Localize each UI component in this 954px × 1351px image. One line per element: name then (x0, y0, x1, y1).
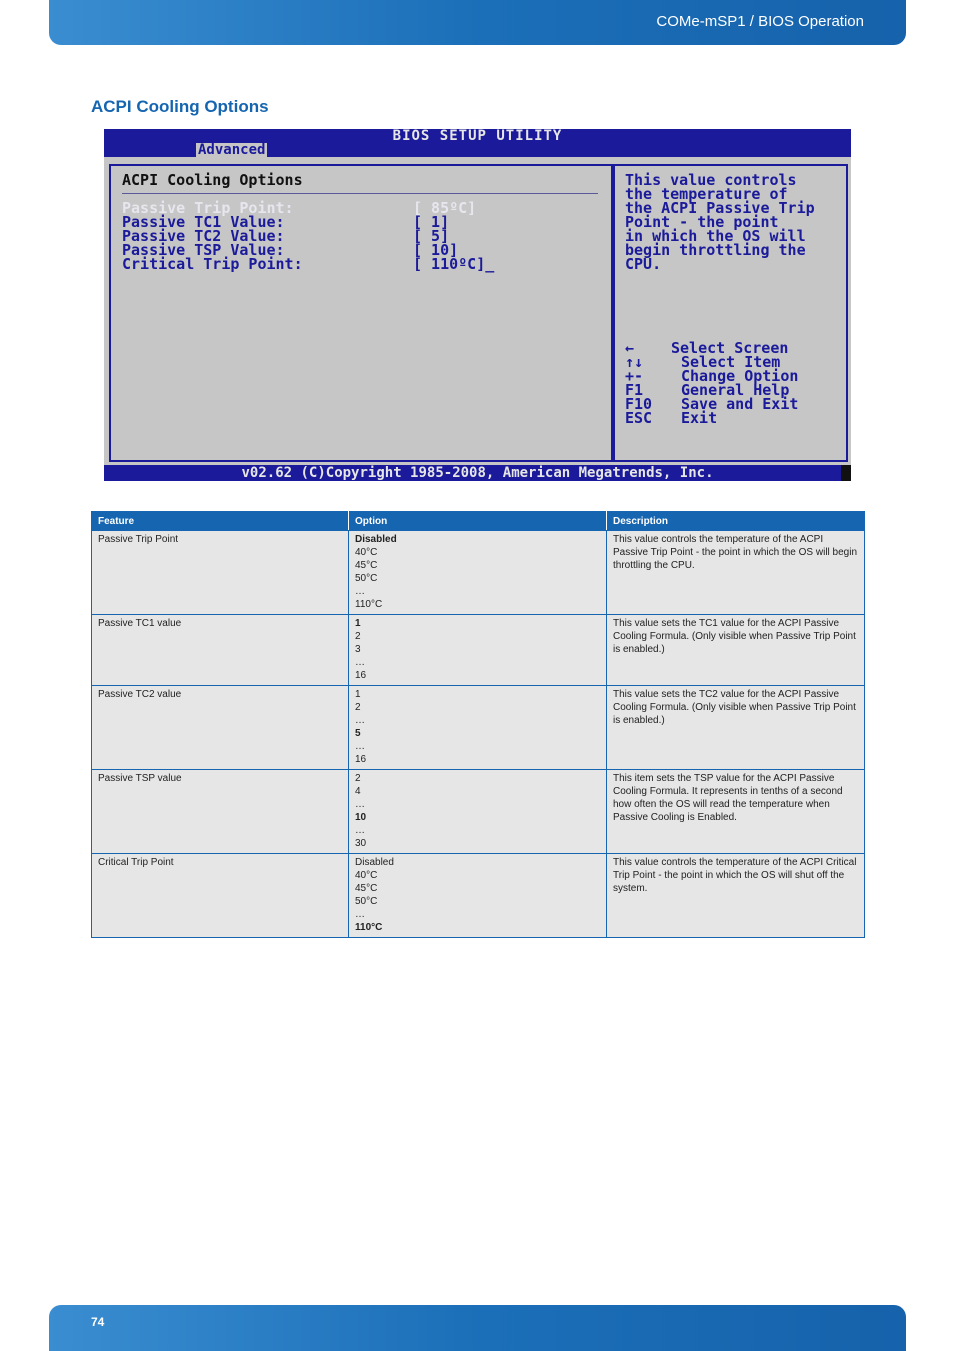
bios-status-block (841, 465, 851, 481)
bios-value-critical-trip-point[interactable]: [ 110ºC]_ (413, 255, 495, 273)
bios-title: BIOS SETUP UTILITY (392, 128, 563, 144)
table-row (92, 531, 865, 615)
feature-cell: Critical Trip Point (92, 854, 349, 938)
option-value: 30 (355, 838, 367, 849)
option-cell (349, 854, 607, 938)
option-value: 45°C (355, 560, 378, 571)
bios-screen (104, 129, 851, 481)
bios-help-line: the ACPI Passive Trip (625, 199, 815, 217)
option-value: … (355, 909, 365, 920)
option-value: 2 (355, 773, 361, 784)
bios-key-up-down-arrows-icon: ↑↓ (625, 353, 644, 371)
bios-help-line: begin throttling the (625, 241, 806, 259)
option-value: 1 (355, 689, 361, 700)
option-value: … (355, 586, 365, 597)
bios-help-line: Point - the point (625, 213, 779, 231)
header-band (49, 0, 906, 45)
bios-help-line: This value controls (625, 171, 797, 189)
column-header-feature: Feature (92, 512, 349, 531)
footer-band (49, 1305, 906, 1351)
bios-value-passive-trip-point[interactable]: [ 85ºC] (413, 199, 477, 217)
option-value: 50°C (355, 573, 378, 584)
bios-separator (122, 193, 598, 194)
feature-cell: Passive Trip Point (92, 531, 349, 615)
bios-key-desc: Change Option (681, 367, 799, 385)
bios-help-line: the temperature of (625, 185, 788, 203)
bios-key-esc: ESC (625, 409, 653, 427)
description-cell: This value sets the TC1 value for the ACPI Passive Cooling Formula. (Only visible when Passive Trip Point is enabled.) (607, 615, 865, 686)
option-value: Disabled (355, 534, 397, 545)
feature-cell: Passive TSP value (92, 770, 349, 854)
bios-settings-panel (109, 164, 615, 462)
option-value: 16 (355, 670, 367, 681)
column-header-description: Description (607, 512, 865, 531)
bios-key-desc: Exit (681, 409, 718, 427)
bios-help-line: in which the OS will (625, 227, 806, 245)
option-value: 50°C (355, 896, 378, 907)
description-cell: This value controls the temperature of the ACPI Critical Trip Point - the point in which the OS will shut off the system. (607, 854, 865, 938)
feature-cell: Passive TC1 value (92, 615, 349, 686)
option-value: 2 (355, 702, 361, 713)
option-cell (349, 615, 607, 686)
bios-title-bar (104, 129, 851, 157)
option-value: 110°C (355, 599, 383, 610)
table-row (92, 615, 865, 686)
bios-value-passive-tc1[interactable]: [ 1] (413, 213, 450, 231)
bios-key-f10: F10 (625, 395, 653, 413)
bios-key-desc: Save and Exit (681, 395, 799, 413)
option-value: 45°C (355, 883, 378, 894)
option-value: … (355, 825, 365, 836)
bios-item-passive-tsp[interactable]: Passive TSP Value: (122, 241, 285, 259)
description-cell: This value sets the TC2 value for the ACPI Passive Cooling Formula. (Only visible when Passive Trip Point is enabled.) (607, 686, 865, 770)
option-cell (349, 531, 607, 615)
bios-status-bar (104, 465, 851, 481)
option-value: … (355, 715, 365, 726)
bios-value-passive-tsp[interactable]: [ 10] (413, 241, 459, 259)
bios-tab-advanced[interactable]: Advanced (198, 142, 266, 158)
bios-key-plus-minus: +- (625, 367, 644, 385)
option-value: 2 (355, 631, 361, 642)
option-cell (349, 686, 607, 770)
option-value: … (355, 799, 365, 810)
option-value: 16 (355, 754, 367, 765)
description-cell: This item sets the TSP value for the ACPI Passive Cooling Formula. It represents in tenths of a second how often the OS will read the temperature when Passive Cooling is Enabled. (607, 770, 865, 854)
header-title: COMe-mSP1 / BIOS Operation (656, 13, 864, 30)
option-value: … (355, 657, 365, 668)
feature-table (91, 511, 865, 938)
bios-copyright: v02.62 (C)Copyright 1985-2008, American Megatrends, Inc. (241, 465, 714, 481)
table-row (92, 770, 865, 854)
bios-item-passive-tc1[interactable]: Passive TC1 Value: (122, 213, 285, 231)
option-value: 40°C (355, 547, 378, 558)
option-value: Disabled (355, 857, 394, 868)
bios-help-panel (611, 164, 848, 462)
section-title: ACPI Cooling Options (91, 97, 269, 116)
table-header-row (92, 512, 865, 531)
bios-key-f1: F1 (625, 381, 644, 399)
option-value: 10 (355, 812, 367, 823)
option-value: 5 (355, 728, 361, 739)
bios-item-critical-trip-point[interactable]: Critical Trip Point: (122, 255, 303, 273)
option-value: 3 (355, 644, 361, 655)
option-value: 1 (355, 618, 361, 629)
option-cell (349, 770, 607, 854)
bios-value-passive-tc2[interactable]: [ 5] (413, 227, 450, 245)
column-header-option: Option (349, 512, 607, 531)
bios-key-desc: General Help (681, 381, 790, 399)
bios-key-left-arrow-icon: ← (625, 339, 635, 357)
option-value: 40°C (355, 870, 378, 881)
page-number: 74 (91, 1315, 105, 1329)
option-value: 110°C (355, 922, 383, 933)
table-row (92, 854, 865, 938)
option-value: 4 (355, 786, 361, 797)
bios-panel-title: ACPI Cooling Options (122, 171, 303, 189)
description-cell: This value controls the temperature of the ACPI Passive Trip Point - the point in which the OS will begin throttling the CPU. (607, 531, 865, 615)
feature-cell: Passive TC2 value (92, 686, 349, 770)
option-value: … (355, 741, 365, 752)
table-row (92, 686, 865, 770)
bios-item-passive-tc2[interactable]: Passive TC2 Value: (122, 227, 285, 245)
bios-key-desc: Select Screen (671, 339, 789, 357)
bios-item-passive-trip-point[interactable]: Passive Trip Point: (122, 199, 294, 217)
bios-help-line: CPU. (625, 255, 662, 273)
bios-key-desc: Select Item (681, 353, 781, 371)
